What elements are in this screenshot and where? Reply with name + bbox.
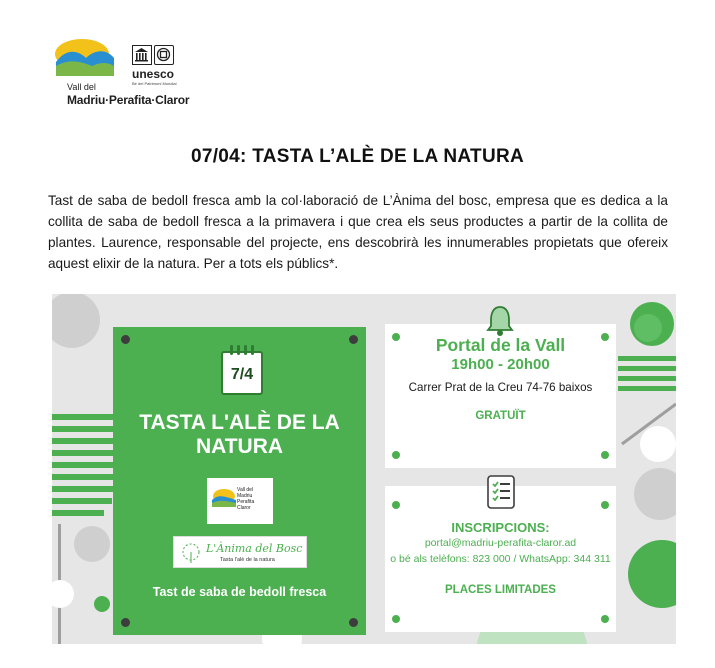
vall-logo-mark-icon <box>52 36 116 82</box>
venue-address: Carrer Prat de la Creu 74-76 baixos <box>408 381 593 394</box>
anima-bosc-logo <box>173 536 307 568</box>
vall-mini-logo <box>207 478 273 524</box>
event-poster <box>52 294 676 644</box>
anima-bosc-tagline: Tasta l'alè de la natura <box>220 557 275 563</box>
event-price: GRATUÏT <box>475 410 526 422</box>
dandelion-icon <box>180 542 202 564</box>
registration-title: INSCRIPCIONS: <box>451 520 550 535</box>
event-date: 7/4 <box>230 366 254 383</box>
event-time: 19h00 - 20h00 <box>451 356 550 373</box>
vall-mini-logo-text: Vall del Madriu Perafita Claror <box>237 487 255 511</box>
venue-name: Portal de la Vall <box>435 335 566 355</box>
registration-phones: o bé als telèfons: 823 000 / WhatsApp: 344 311 <box>390 553 611 565</box>
registration-email: portal@madriu-perafita-claror.ad <box>424 537 577 549</box>
info-text-column <box>385 294 616 644</box>
event-main-card <box>113 327 366 635</box>
unesco-temple-icon <box>132 45 152 65</box>
card-corner-dot <box>121 335 130 344</box>
tasting-description: Tast de saba de bedoll fresca <box>152 585 327 599</box>
card-corner-dot <box>121 618 130 627</box>
world-heritage-icon <box>154 45 174 65</box>
event-title: TASTA L'ALÈ DE LA NATURA <box>139 411 340 458</box>
vall-logo-line2: Madriu·Perafita·Claror <box>67 93 190 107</box>
card-corner-dot <box>349 618 358 627</box>
unesco-sub: Bé del Patrimoni Mundial <box>132 81 177 86</box>
page-title: 07/04: TASTA L’ALÈ DE LA NATURA <box>190 146 525 167</box>
unesco-name: unesco <box>132 67 175 81</box>
intro-paragraph: Tast de saba de bedoll fresca amb la col·laboració de L’Ànima del bosc, empresa que es dedica a la collita de saba de bedoll fresca a la primavera i que crea els seus productes a partir de la collita de plantes. Laurence, responsable del projecte, ens descobrirà les innumerables propietats que ofereix aquest elixir de la natura. Per a tots els públics*. <box>48 193 668 271</box>
places-limited: PLACES LIMITADES <box>445 584 556 596</box>
anima-bosc-name: L'Ànima del Bosc <box>206 542 303 555</box>
vall-logo-line1: Vall del <box>67 82 96 92</box>
unesco-logo <box>132 45 192 85</box>
card-corner-dot <box>349 335 358 344</box>
calendar-icon <box>221 351 263 395</box>
vall-mini-logo-icon <box>211 488 237 508</box>
